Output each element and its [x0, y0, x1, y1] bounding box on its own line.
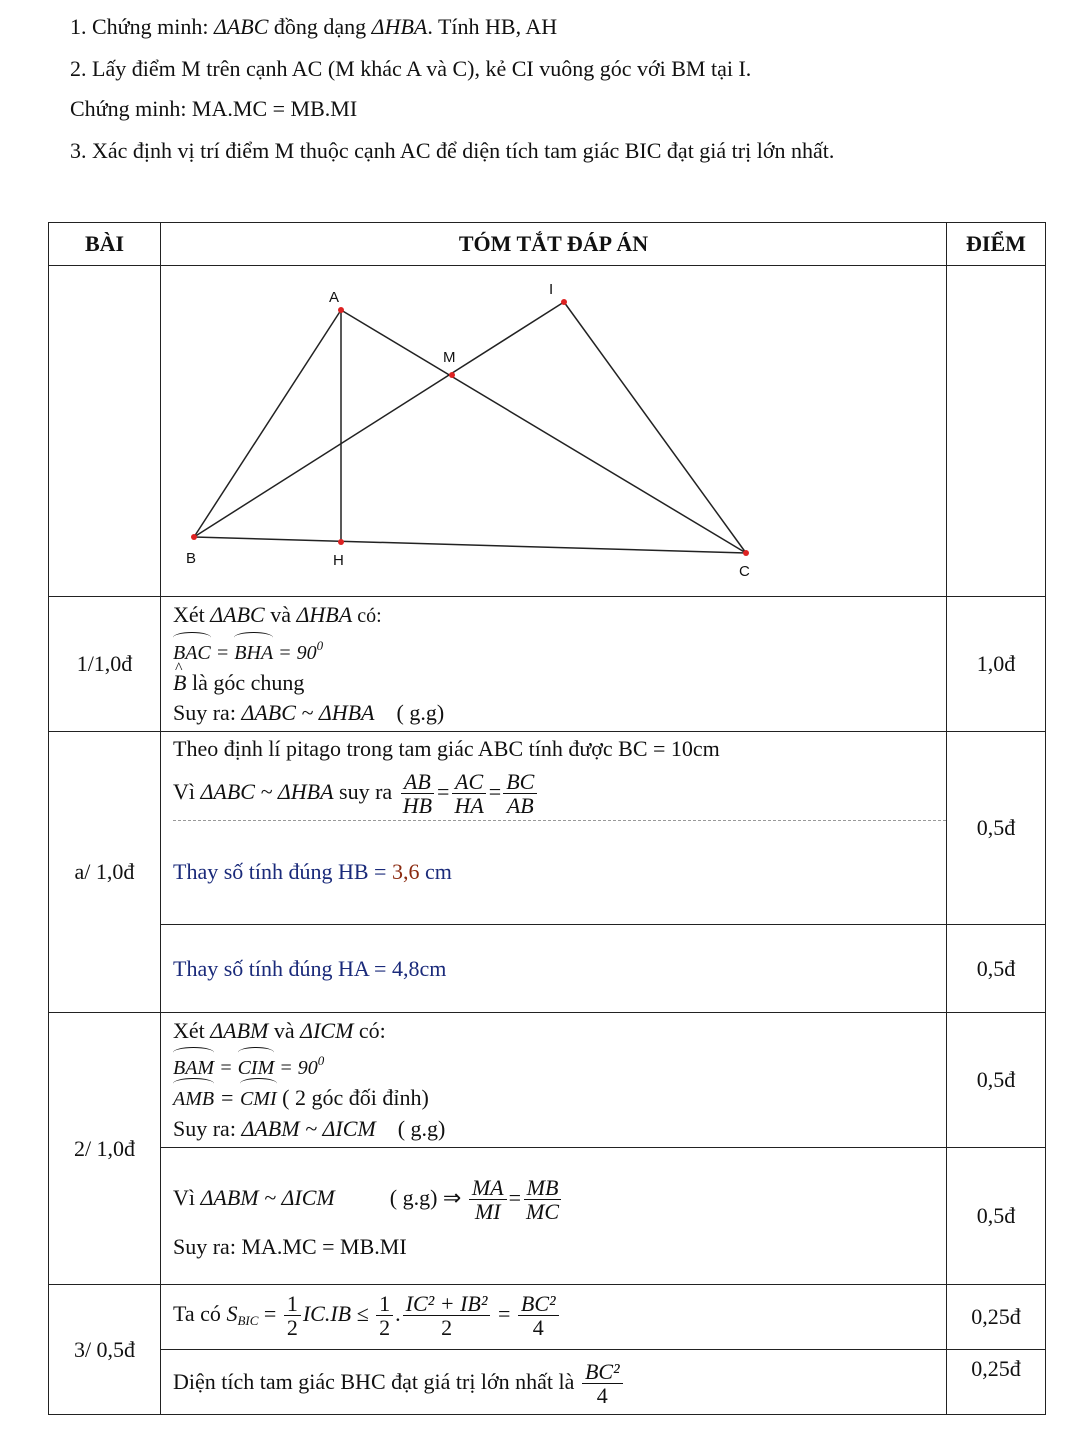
- header-tom-tat: TÓM TẮT ĐÁP ÁN: [161, 223, 947, 266]
- r1-line-1: Xét ΔABC và ΔHBA có:: [173, 602, 382, 627]
- point-b: [191, 534, 197, 540]
- row-1-label: 1/1,0đ: [49, 597, 161, 732]
- segment-ac: [341, 310, 746, 553]
- question-1: [70, 14, 557, 40]
- label-m: M: [443, 349, 456, 366]
- row-2a: [49, 732, 1046, 925]
- header-bai: BÀI: [49, 223, 161, 266]
- row-2b-content: Thay số tính đúng HA = 4,8cm: [161, 925, 947, 1013]
- r4-line-1: Ta có $S_{BIC}$ = $\frac{1}{2}$ IC.IB ≤ $\frac{1}{2}$ . $\frac{\text{IC² + IB²}}{2}$ = $\frac{\text{BC²}}{4}$: [173, 1286, 946, 1349]
- question-2b: Chứng minh: MA.MC = MB.MI: [70, 96, 358, 121]
- q1-mid: đồng dạng: [268, 14, 372, 39]
- row-1: [49, 597, 1046, 732]
- row-3-label: 2/ 1,0đ: [49, 1013, 161, 1285]
- segment-ab: [194, 310, 341, 537]
- point-h: [338, 539, 344, 545]
- segment-bc: [194, 537, 746, 553]
- row-4a-content: [161, 1285, 947, 1350]
- r1-line-2: BAC = BHA = $90^0$: [173, 631, 946, 668]
- r2-line-3: Thay số tính đúng HB = 3,6 cm: [173, 859, 452, 884]
- row-3a-score: 0,5đ: [947, 1013, 1046, 1148]
- row-3b: [49, 1148, 1046, 1285]
- row-1-content: [161, 597, 947, 732]
- point-m: [449, 372, 455, 378]
- figure-cell: [161, 266, 947, 597]
- r1-line-3: ^ B là góc chung: [173, 668, 946, 698]
- geometry-figure: [161, 266, 946, 596]
- r3-line-2: BAM = CIM = $90^0$: [173, 1046, 946, 1083]
- r2-line-1: Theo định lí pitago trong tam giác ABC tính được BC = 10cm: [173, 736, 720, 761]
- question-3: 3. Xác định vị trí điểm M thuộc cạnh AC để diện tích tam giác BIC đạt giá trị lớn nhất.: [70, 138, 835, 163]
- label-a: A: [329, 289, 340, 306]
- row-2b-score: 0,5đ: [947, 925, 1046, 1013]
- q1-triangle-hba: ΔHBA: [371, 14, 428, 39]
- row-2b: [49, 925, 1046, 1013]
- question-2: 2. Lấy điểm M trên cạnh AC (M khác A và C), kẻ CI vuông góc với BM tại I.: [70, 56, 752, 81]
- label-c: C: [739, 563, 750, 580]
- segment-ic: [564, 302, 746, 553]
- point-i: [561, 299, 567, 305]
- point-c: [743, 550, 749, 556]
- figure-row: [49, 266, 1046, 597]
- row-1-score: 1,0đ: [947, 597, 1046, 732]
- label-h: H: [333, 552, 344, 569]
- r3-line-6: Suy ra: MA.MC = MB.MI: [173, 1234, 407, 1259]
- r1-line-4: Suy ra: ΔABC ~ ΔHBA ( g.g): [173, 700, 445, 725]
- row-4a-score: 0,25đ: [947, 1285, 1046, 1350]
- label-b: B: [186, 550, 197, 567]
- header-diem: ĐIỂM: [947, 223, 1046, 266]
- r3-line-3: AMB = CMI ( 2 góc đối đỉnh): [173, 1083, 946, 1114]
- row-3b-content: [161, 1148, 947, 1285]
- answer-table: [48, 222, 1046, 1415]
- row-2-label: a/ 1,0đ: [49, 732, 161, 1013]
- q1-prefix: 1. Chứng minh:: [70, 14, 214, 39]
- label-i: I: [549, 281, 554, 298]
- row-3a: [49, 1013, 1046, 1148]
- r3-line-5: Vì ΔABM ~ ΔICM ( g.g) ⇒ $\frac{MA}{MI}$ = $\frac{MB}{MC}$: [173, 1170, 946, 1226]
- row-3a-content: [161, 1013, 947, 1148]
- segment-bi: [194, 302, 564, 537]
- r3-line-1: Xét ΔABM và ΔICM có:: [173, 1018, 386, 1043]
- row-4b-content: [161, 1350, 947, 1415]
- row-3b-score: 0,5đ: [947, 1148, 1046, 1285]
- q1-suffix: . Tính HB, AH: [427, 14, 558, 39]
- figure-score-cell: [947, 266, 1046, 597]
- r3-line-4: Suy ra: ΔABM ~ ΔICM ( g.g): [173, 1116, 446, 1141]
- row-4a: [49, 1285, 1046, 1350]
- row-4b: [49, 1350, 1046, 1415]
- row-4-label: 3/ 0,5đ: [49, 1285, 161, 1415]
- r4-line-2: Diện tích tam giác BHC đạt giá trị lớn nhất là $\frac{\text{BC²}}{4}$: [173, 1352, 946, 1412]
- r2-line-2: Vì ΔABC ~ ΔHBA suy ra $\frac{AB}{HB}$ = $\frac{AC}{HA}$ = $\frac{BC}{AB}$: [173, 764, 946, 821]
- header-row: [49, 223, 1046, 266]
- point-a: [338, 307, 344, 313]
- row-2-content: [161, 732, 947, 925]
- q1-triangle-abc: ΔABC: [213, 14, 269, 39]
- row-2a-score: 0,5đ: [947, 732, 1046, 925]
- figure-empty-cell: [49, 266, 161, 597]
- row-4b-score: 0,25đ: [947, 1350, 1046, 1415]
